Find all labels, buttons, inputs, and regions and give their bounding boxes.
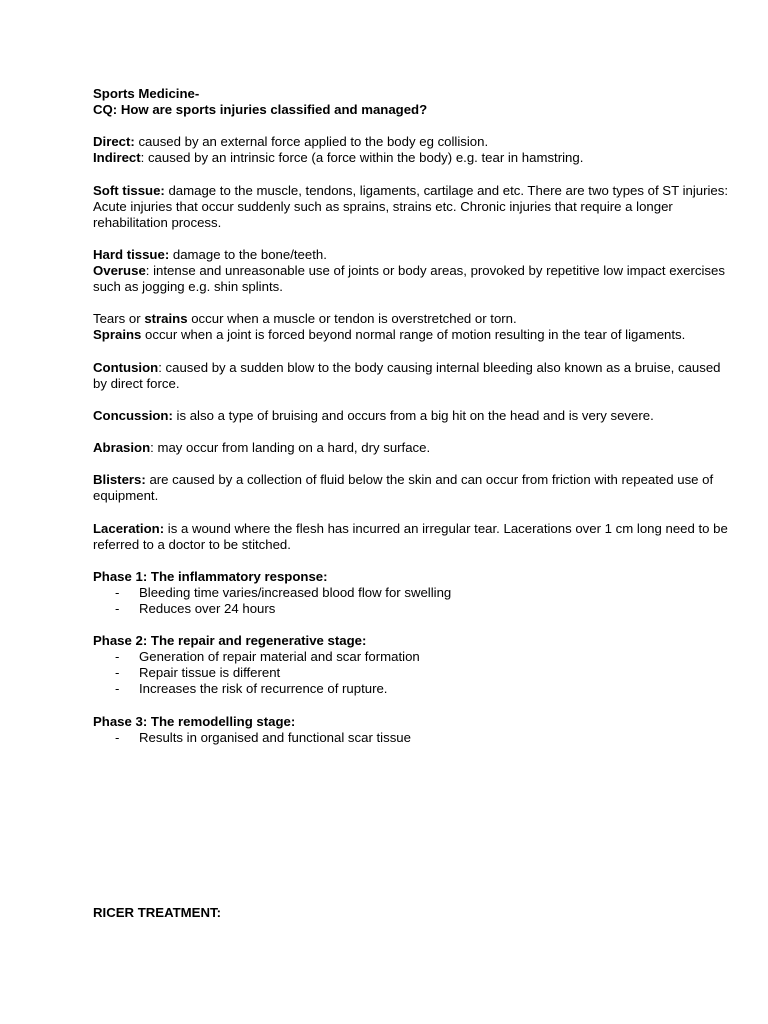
- document-body: [93, 86, 733, 746]
- phase-3-heading: Phase 3: The remodelling stage:: [93, 713, 296, 729]
- list-item: - Reduces over 24 hours: [115, 601, 276, 616]
- central-question: CQ: How are sports injuries classified and managed?: [93, 102, 428, 118]
- list-item: - Generation of repair material and scar formation: [115, 649, 420, 665]
- phase-2-heading: Phase 2: The repair and regenerative stage:: [93, 633, 367, 649]
- definition-contusion: Contusion: caused by a sudden blow to the body causing internal bleeding also known as a bruise, caused by direct force.: [93, 359, 721, 391]
- definition-strains: Tears or strains occur when a muscle or tendon is overstretched or torn.: [93, 311, 517, 327]
- definition-sprains: Sprains occur when a joint is forced beyond normal range of motion resulting in the tear of ligaments.: [93, 327, 686, 343]
- definition-overuse: Overuse: intense and unreasonable use of joints or body areas, provoked by repetitive low impact exercises such as jogging e.g. shin splints.: [93, 263, 725, 295]
- phase-1-list: [93, 585, 733, 617]
- phase-3-list: [93, 730, 733, 746]
- list-item: - Results in organised and functional scar tissue: [115, 729, 411, 745]
- document-title: Sports Medicine-: [93, 86, 200, 101]
- definition-hard-tissue: Hard tissue: damage to the bone/teeth.: [93, 246, 327, 262]
- definition-direct: Direct: caused by an external force applied to the body eg collision.: [93, 134, 489, 150]
- definition-concussion: Concussion: is also a type of bruising and occurs from a big hit on the head and is very severe.: [93, 407, 654, 423]
- definition-blisters: Blisters: are caused by a collection of fluid below the skin and can occur from friction with repeated use of equipment.: [93, 472, 714, 504]
- list-item: - Increases the risk of recurrence of rupture.: [115, 681, 388, 697]
- list-item: - Bleeding time varies/increased blood flow for swelling: [115, 584, 452, 600]
- definition-abrasion: Abrasion: may occur from landing on a hard, dry surface.: [93, 440, 431, 456]
- list-item: - Repair tissue is different: [115, 665, 281, 681]
- definition-indirect: Indirect: caused by an intrinsic force (a force within the body) e.g. tear in hamstring.: [93, 150, 584, 166]
- phase-2-list: [93, 649, 733, 697]
- definition-laceration: Laceration: is a wound where the flesh has incurred an irregular tear. Lacerations over 1 cm long need to be referred to a doctor to be stitched.: [93, 520, 728, 552]
- definition-soft-tissue: Soft tissue: damage to the muscle, tendons, ligaments, cartilage and etc. There are two types of ST injuries: Acute injuries that occur suddenly such as sprains, strains etc. Chronic injuries that require a longer rehabilitation process.: [93, 182, 729, 230]
- phase-1-heading: Phase 1: The inflammatory response:: [93, 568, 328, 584]
- ricer-treatment-heading: RICER TREATMENT:: [93, 905, 221, 920]
